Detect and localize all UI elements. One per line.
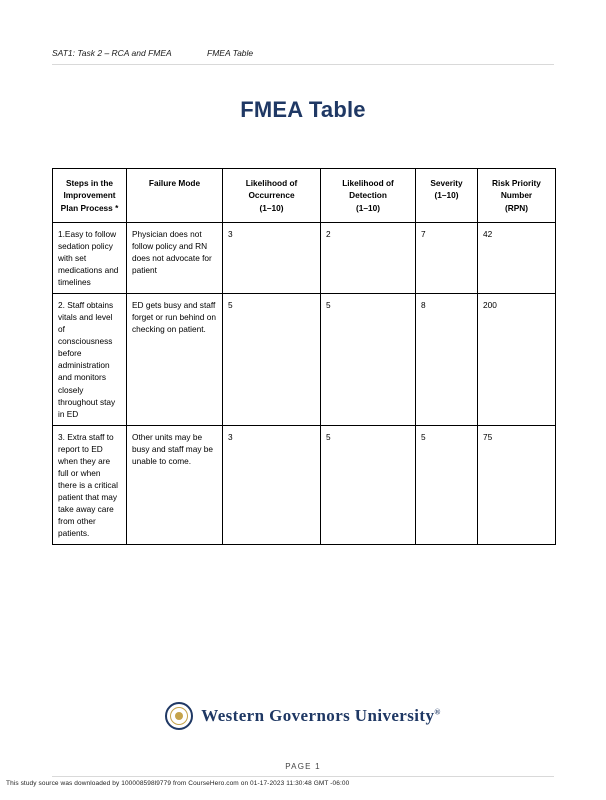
university-logo: [0, 702, 606, 730]
column-header-failure-mode: Failure Mode: [127, 169, 223, 223]
cell-rpn: 42: [478, 223, 556, 294]
fmea-table: [52, 168, 556, 545]
cell-rpn: 200: [478, 294, 556, 425]
page-title: FMEA Table: [240, 97, 366, 122]
footer-divider: [52, 776, 554, 777]
university-seal-icon: [165, 702, 193, 730]
cell-occurrence: 3: [223, 425, 321, 544]
table-row: [53, 425, 556, 544]
cell-rpn: 75: [478, 425, 556, 544]
page-number-label: PAGE 1: [285, 762, 321, 771]
cell-severity: 8: [416, 294, 478, 425]
column-header-occurrence: Likelihood of Occurrence (1–10): [223, 169, 321, 223]
header-doc-id: SAT1: Task 2 – RCA and FMEA: [52, 48, 172, 58]
document-header: [52, 48, 554, 58]
column-header-severity: Severity (1–10): [416, 169, 478, 223]
download-source-note: This study source was downloaded by 100008598l9779 from CourseHero.com on 01-17-2023 11:30:48 GMT -06:00: [6, 780, 350, 787]
cell-failure-mode: Other units may be busy and staff may be unable to come.: [127, 425, 223, 544]
cell-occurrence: 3: [223, 223, 321, 294]
table-row: [53, 223, 556, 294]
cell-severity: 7: [416, 223, 478, 294]
cell-occurrence: 5: [223, 294, 321, 425]
cell-step: 3. Extra staff to report to ED when they are full or when there is a critical patient that may take away care from other patients.: [53, 425, 127, 544]
column-header-rpn: Risk Priority Number (RPN): [478, 169, 556, 223]
registered-trademark-icon: ®: [434, 707, 441, 717]
university-logo-label: Western Governors University: [201, 706, 435, 725]
cell-severity: 5: [416, 425, 478, 544]
cell-failure-mode: Physician does not follow policy and RN does not advocate for patient: [127, 223, 223, 294]
university-logo-text: [201, 706, 441, 726]
cell-failure-mode: ED gets busy and staff forget or run behind on checking on patient.: [127, 294, 223, 425]
cell-step: 2. Staff obtains vitals and level of consciousness before administration and monitors closely throughout stay in ED: [53, 294, 127, 425]
column-header-steps: Steps in the Improvement Plan Process *: [53, 169, 127, 223]
fmea-table-container: [52, 168, 555, 545]
cell-detection: 2: [321, 223, 416, 294]
column-header-detection: Likelihood of Detection (1–10): [321, 169, 416, 223]
table-row: [53, 294, 556, 425]
cell-detection: 5: [321, 425, 416, 544]
table-header-row: [53, 169, 556, 223]
cell-detection: 5: [321, 294, 416, 425]
header-doc-subtitle: FMEA Table: [207, 48, 254, 58]
header-divider: [52, 64, 554, 65]
cell-step: 1.Easy to follow sedation policy with set medications and timelines: [53, 223, 127, 294]
